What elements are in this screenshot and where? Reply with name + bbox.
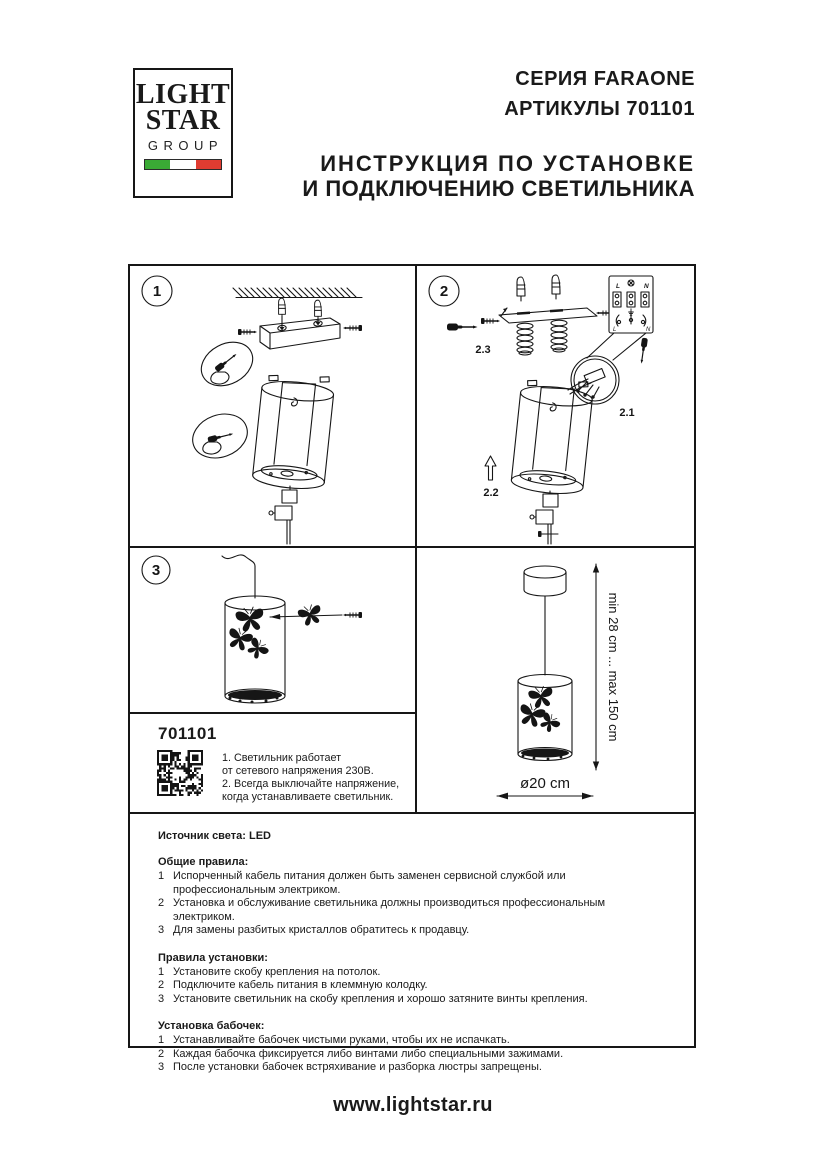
terminal-label-n: N <box>644 283 649 290</box>
list-item: 2 Подключите кабель питания в клеммную колодку. <box>158 979 428 991</box>
wiring-callout <box>571 356 619 404</box>
panel-step3 <box>130 548 417 714</box>
step-number: 1 <box>152 283 162 300</box>
section-installation-rules <box>158 952 666 1007</box>
screwdriver-icon <box>207 431 234 443</box>
logo-word-light: LIGHT <box>135 79 231 110</box>
butterfly-icon <box>528 685 555 709</box>
list-item: 1 Установите скобу крепления на потолок. <box>158 965 381 978</box>
ceiling-hatch <box>233 288 356 297</box>
list-item: 1 Испорченный кабель питания должен быть заменен сервисной службой или профессиональным электриком. <box>158 870 566 896</box>
terminal-label-l: L <box>616 283 620 290</box>
logo-word-group: GROUP <box>147 138 224 153</box>
screwdriver-icon <box>214 352 238 373</box>
instruction-title-line1: ИНСТРУКЦИЯ ПО УСТАНОВКЕ <box>320 151 695 176</box>
section-title: Общие правила: <box>158 856 249 868</box>
wing-screw-left <box>481 318 500 324</box>
safety-notes <box>222 752 399 804</box>
header-titles <box>302 64 695 201</box>
note-line: когда устанавливаете светильник. <box>222 791 394 803</box>
logo-word-star: STAR <box>145 105 221 136</box>
height-range-label: min 28 cm ... max 150 cm <box>606 592 621 742</box>
lightstar-logo <box>133 68 233 198</box>
article-code: 701101 <box>158 724 217 743</box>
bracket-screw-left <box>238 329 257 335</box>
wire-label-n: N <box>646 327 651 333</box>
cord-connector <box>530 491 558 544</box>
arrow-up-icon <box>485 456 496 480</box>
dimensions-diagram <box>417 548 694 812</box>
hook <box>291 398 298 407</box>
instructions-panel <box>130 814 694 1073</box>
note-line: 1. Светильник работает <box>222 752 342 764</box>
flag-red <box>196 160 221 169</box>
panel-dimensions <box>417 548 694 814</box>
panel-step1 <box>130 266 417 548</box>
list-item: 3 Для замены разбитых кристаллов обратитесь к продавцу. <box>158 924 470 936</box>
diagram-board <box>128 264 696 1073</box>
instruction-title-line2: И ПОДКЛЮЧЕНИЮ СВЕТИЛЬНИКА <box>302 176 695 201</box>
lamp-body <box>510 375 594 497</box>
note-line: 2. Всегда выключайте напряжение, <box>222 778 400 790</box>
cord-connector <box>269 486 297 544</box>
ceiling-canopy <box>524 566 566 596</box>
list-item: 2 Установка и обслуживание светильника должны производиться профессиональным электриком. <box>158 897 606 923</box>
flag-green <box>145 160 170 169</box>
step3-diagram <box>130 548 415 712</box>
qr-code <box>157 750 203 801</box>
label-2-1: 2.1 <box>619 407 635 419</box>
list-item: 3 Установите светильник на скобу крепления и хорошо затяните винты крепления. <box>158 992 588 1005</box>
diameter-label: ø20 cm <box>519 775 571 792</box>
list-item: 3 После установки бабочек встряхивание и разборка люстры запрещены. <box>158 1061 542 1073</box>
website-url: www.lightstar.ru <box>333 1094 493 1116</box>
panel-article <box>130 714 417 814</box>
light-source-label: Источник света: LED <box>158 830 271 842</box>
step-number: 3 <box>151 562 161 579</box>
mounting-bracket <box>499 308 597 323</box>
article-number-title: АРТИКУЛЫ 701101 <box>504 98 695 120</box>
step1-diagram <box>130 266 415 546</box>
label-2-2: 2.2 <box>483 487 499 499</box>
series-title: СЕРИЯ FARAONE <box>515 68 695 90</box>
cord <box>222 555 255 598</box>
section-general-rules <box>158 856 666 938</box>
section-title: Установка бабочек: <box>158 1020 265 1032</box>
step2-diagram <box>417 266 694 546</box>
butterfly-icon <box>297 603 324 627</box>
height-dimension-line <box>593 564 599 770</box>
bracket-screw-right <box>343 325 362 331</box>
note-line: от сетевого напряжения 230В. <box>222 765 374 777</box>
section-title: Правила установки: <box>158 951 268 964</box>
crystal-bed <box>228 690 282 700</box>
fixing-screw <box>343 612 362 618</box>
list-item: 1 Устанавливайте бабочек чистыми руками, чтобы их не испачкать. <box>158 1034 510 1046</box>
section-butterfly-installation <box>158 1020 666 1075</box>
spring-right <box>551 320 567 350</box>
screwdriver-detail-oval-1 <box>194 334 260 395</box>
list-item: 2 Каждая бабочка фиксируется либо винтами либо специальными зажимами. <box>158 1047 564 1060</box>
screwdriver-detail-oval-2 <box>187 407 254 466</box>
italian-flag-icon <box>144 159 222 170</box>
wire-label-l: L <box>613 327 617 333</box>
diameter-dimension-line <box>497 793 593 800</box>
panel-step2 <box>417 266 694 548</box>
flag-white <box>170 160 195 169</box>
mounting-bracket <box>260 318 340 349</box>
spring-left <box>517 323 533 353</box>
step-number: 2 <box>439 283 449 300</box>
screwdriver-icon <box>447 324 478 331</box>
screwdriver-icon <box>638 338 648 365</box>
lamp-body <box>252 370 336 492</box>
label-2-3: 2.3 <box>475 344 491 356</box>
